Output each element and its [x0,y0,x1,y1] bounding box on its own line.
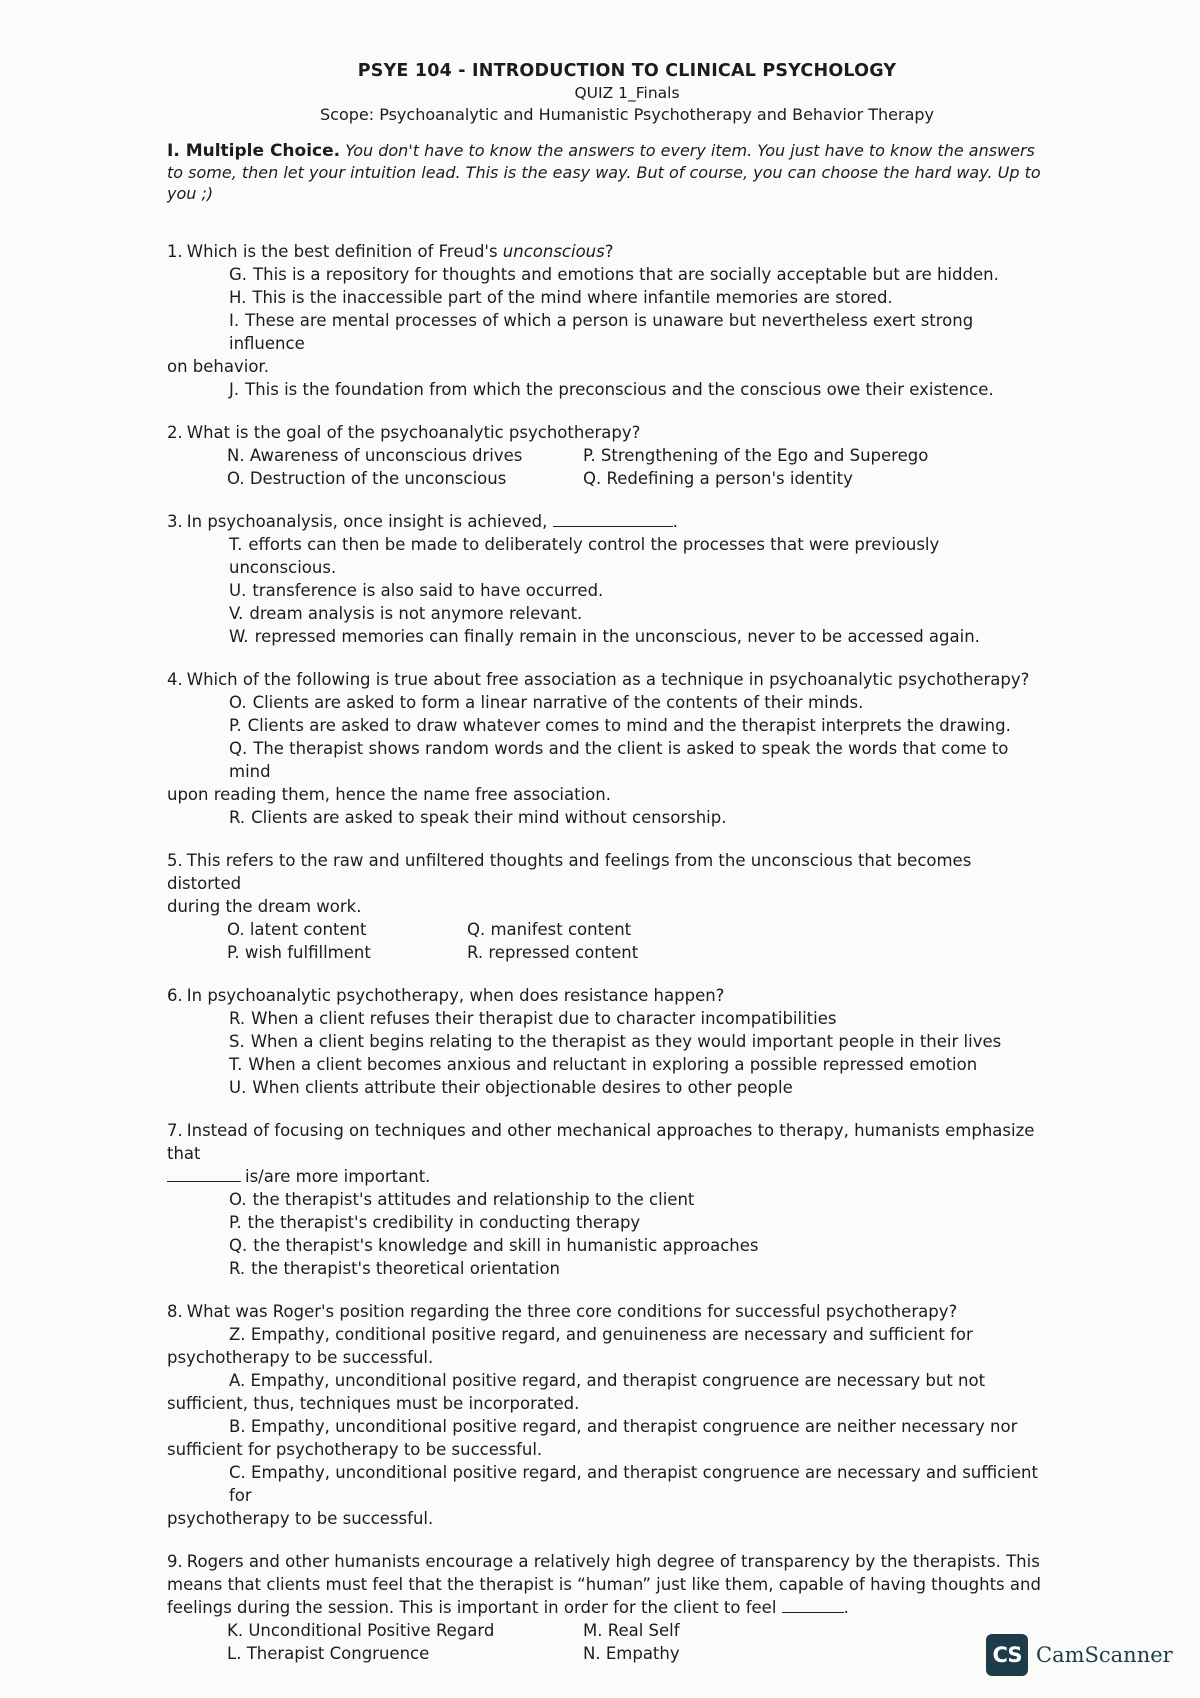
option-letter: T. [229,535,243,554]
question-number: 1. [167,242,183,261]
option-text: repressed memories can finally remain in the unconscious, never to be accessed again. [254,627,980,646]
option-letter: T. [229,1055,243,1074]
option-text: Therapist Congruence [246,1644,430,1663]
option-letter: V. [229,604,244,623]
stem-text: In psychoanalytic psychotherapy, when does resistance happen? [186,986,725,1005]
option [227,467,583,490]
option-letter: K. [227,1621,244,1640]
option-text: manifest content [490,920,632,939]
option [167,714,1047,737]
option-text: Destruction of the unconscious [249,469,507,488]
option [583,1642,1003,1665]
stem-punct: . [843,1598,849,1617]
option [167,286,1047,309]
stem-continuation: is/are more important. [245,1167,431,1186]
option-continuation: sufficient, thus, techniques must be incorporated. [167,1394,580,1413]
option-text: efforts can then be made to deliberately control the processes that were previously unconscious. [229,535,940,577]
stem-text: What is the goal of the psychoanalytic psychotherapy? [186,423,641,442]
instructions [167,140,1047,204]
option-letter: Q. [229,1236,248,1255]
option-letter: O. [227,469,245,488]
option-letter: Q. [467,920,486,939]
option-text: the therapist's theoretical orientation [251,1259,560,1278]
question-number: 4. [167,670,183,689]
option-text: Redefining a person's identity [606,469,853,488]
option [167,263,1047,286]
question-number: 3. [167,512,183,531]
stem-punct: . [672,512,678,531]
question-6 [167,984,1047,1099]
option-text: The therapist shows random words and the client is asked to speak the words that come to mind [229,739,1009,781]
option [167,1188,1047,1211]
instructions-text: You don't have to know the answers to every item. You just have to know the answers to some, then let your intuition lead. This is the easy way. But of course, you can choose the hard way. Up to you ;) [167,141,1041,203]
option-text: Real Self [607,1621,680,1640]
option [167,1211,1047,1234]
option-letter: H. [229,288,247,307]
quiz-subtitle: QUIZ 1_Finals [574,84,680,102]
answer-blank [782,1598,844,1613]
option-letter: W. [229,627,249,646]
option-text: wish fulfillment [244,943,371,962]
option-letter: C. [229,1463,246,1482]
option-letter: R. [229,1259,246,1278]
question-stem [167,421,1047,444]
option-text: the therapist's attitudes and relationship to the client [252,1190,695,1209]
option [167,806,1047,829]
option-text: These are mental processes of which a person is unaware but nevertheless exert strong influence [229,311,974,353]
question-3 [167,510,1047,648]
option-letter: R. [229,1009,246,1028]
stem-continuation: during the dream work. [167,897,362,916]
option-text: Clients are asked to speak their mind without censorship. [251,808,727,827]
option [227,1642,583,1665]
option [167,1076,1047,1099]
option [167,1415,1047,1438]
option [167,309,1047,355]
stem-text: Which of the following is true about free association as a technique in psychoanalytic psychotherapy? [186,670,1030,689]
option-text: Strengthening of the Ego and Superego [600,446,929,465]
option-text: Empathy, unconditional positive regard, and therapist congruence are neither necessary nor [250,1417,1018,1436]
stem-text: Which is the best definition of Freud's [186,242,503,261]
option-text: When a client becomes anxious and reluctant in exploring a possible repressed emotion [248,1055,978,1074]
stem-text: This refers to the raw and unfiltered thoughts and feelings from the unconscious that becomes distorted [167,851,972,893]
option-text: transference is also said to have occurred. [252,581,604,600]
option-grid [167,918,1047,964]
camscanner-watermark [986,1634,1173,1676]
option-letter: G. [229,265,248,284]
option-grid [167,444,1047,490]
option-letter: N. [227,446,245,465]
option [167,1461,1047,1507]
question-number: 2. [167,423,183,442]
option-text: the therapist's credibility in conducting therapy [247,1213,641,1232]
option [167,1234,1047,1257]
stem-continuation-row [167,1165,1047,1188]
option-text: This is a repository for thoughts and emotions that are socially acceptable but are hidden. [253,265,999,284]
option [167,579,1047,602]
question-number: 8. [167,1302,183,1321]
question-number: 6. [167,986,183,1005]
option [167,533,1047,579]
option-letter: U. [229,581,247,600]
option [227,941,467,964]
option-text: latent content [249,920,367,939]
option [167,1007,1047,1030]
question-4 [167,668,1047,829]
question-stem [167,510,1047,533]
option [167,1030,1047,1053]
option [467,918,887,941]
question-stem [167,668,1047,691]
option [167,1369,1047,1392]
option-grid [167,1619,1047,1665]
quiz-scope: Scope: Psychoanalytic and Humanistic Psychotherapy and Behavior Therapy [320,105,934,124]
question-number: 5. [167,851,183,870]
option [583,1619,1003,1642]
option-letter: P. [229,716,242,735]
option-letter: P. [227,943,240,962]
option-text: When clients attribute their objectionable desires to other people [252,1078,793,1097]
option-letter: L. [227,1644,242,1663]
option-letter: I. [229,311,240,330]
option-letter: M. [583,1621,603,1640]
option-letter: Q. [229,739,248,758]
option [167,691,1047,714]
option-letter: A. [229,1371,246,1390]
option-letter: J. [229,380,240,399]
option [227,1619,583,1642]
option-letter: U. [229,1078,247,1097]
question-stem [167,1300,1047,1323]
stem-italic: unconscious [502,242,605,261]
quiz-header [207,60,1047,126]
option-text: When a client begins relating to the therapist as they would important people in their lives [250,1032,1002,1051]
option [167,378,1047,401]
option-letter: R. [467,943,484,962]
stem-text: Rogers and other humanists encourage a relatively high degree of transparency by the therapists. This means that clients must feel that the therapist is “human” just like them, capable of having thoughts and feelings during the session. This is important in order for the client to feel [167,1552,1041,1617]
option-text: Awareness of unconscious drives [249,446,523,465]
option-letter: P. [229,1213,242,1232]
option [227,918,467,941]
section-label: I. Multiple Choice. [167,141,341,161]
question-stem [167,240,1047,263]
option [583,444,1003,467]
question-5 [167,849,1047,964]
option-text: This is the inaccessible part of the mind where infantile memories are stored. [252,288,893,307]
answer-blank [167,1167,241,1182]
option-text: When a client refuses their therapist due to character incompatibilities [251,1009,837,1028]
question-number: 7. [167,1121,183,1140]
option-text: This is the foundation from which the preconscious and the conscious owe their existence. [245,380,994,399]
option [167,1323,1047,1346]
option-text: Clients are asked to form a linear narrative of the contents of their minds. [252,693,864,712]
answer-blank [553,512,673,527]
question-stem [167,849,1047,895]
option-text: Unconditional Positive Regard [248,1621,495,1640]
option-letter: O. [229,1190,247,1209]
camscanner-brand: CamScanner [1036,1643,1173,1667]
option-text: Empathy, unconditional positive regard, and therapist congruence are necessary but not [250,1371,986,1390]
option [167,1257,1047,1280]
question-2 [167,421,1047,490]
option [467,941,887,964]
option [167,625,1047,648]
option-text: Empathy, conditional positive regard, and genuineness are necessary and sufficient for [250,1325,973,1344]
stem-text: What was Roger's position regarding the three core conditions for successful psychotherapy? [186,1302,958,1321]
option-letter: S. [229,1032,245,1051]
option-continuation: psychotherapy to be successful. [167,1509,434,1528]
quiz-content [167,60,1047,1665]
option-letter: R. [229,808,246,827]
question-9 [167,1550,1047,1665]
option [167,1053,1047,1076]
option [167,602,1047,625]
option [583,467,1003,490]
question-7 [167,1119,1047,1280]
option-continuation: sufficient for psychotherapy to be successful. [167,1440,543,1459]
option-continuation: upon reading them, hence the name free association. [167,785,611,804]
option-text: the therapist's knowledge and skill in humanistic approaches [253,1236,759,1255]
stem-punct: ? [604,242,614,261]
question-stem [167,984,1047,1007]
option-text: Empathy, unconditional positive regard, and therapist congruence are necessary and sufficient for [229,1463,1038,1505]
option [227,444,583,467]
option-letter: N. [583,1644,601,1663]
option-letter: O. [229,693,247,712]
option-text: repressed content [488,943,639,962]
stem-text: Instead of focusing on techniques and other mechanical approaches to therapy, humanists emphasize that [167,1121,1035,1163]
question-1 [167,240,1047,401]
option-letter: Q. [583,469,602,488]
question-stem [167,1119,1047,1165]
option-continuation: psychotherapy to be successful. [167,1348,434,1367]
question-8 [167,1300,1047,1530]
option-letter: P. [583,446,596,465]
option-text: Empathy [605,1644,680,1663]
option-letter: O. [227,920,245,939]
course-title: PSYE 104 - INTRODUCTION TO CLINICAL PSYCHOLOGY [357,61,897,81]
question-stem [167,1550,1047,1619]
camscanner-logo-icon: CS [986,1634,1028,1676]
option-text: dream analysis is not anymore relevant. [249,604,583,623]
option-continuation: on behavior. [167,357,269,376]
question-number: 9. [167,1552,183,1571]
option-text: Clients are asked to draw whatever comes to mind and the therapist interprets the drawing. [247,716,1011,735]
option [167,737,1047,783]
option-letter: Z. [229,1325,246,1344]
stem-text: In psychoanalysis, once insight is achieved, [186,512,548,531]
option-letter: B. [229,1417,246,1436]
